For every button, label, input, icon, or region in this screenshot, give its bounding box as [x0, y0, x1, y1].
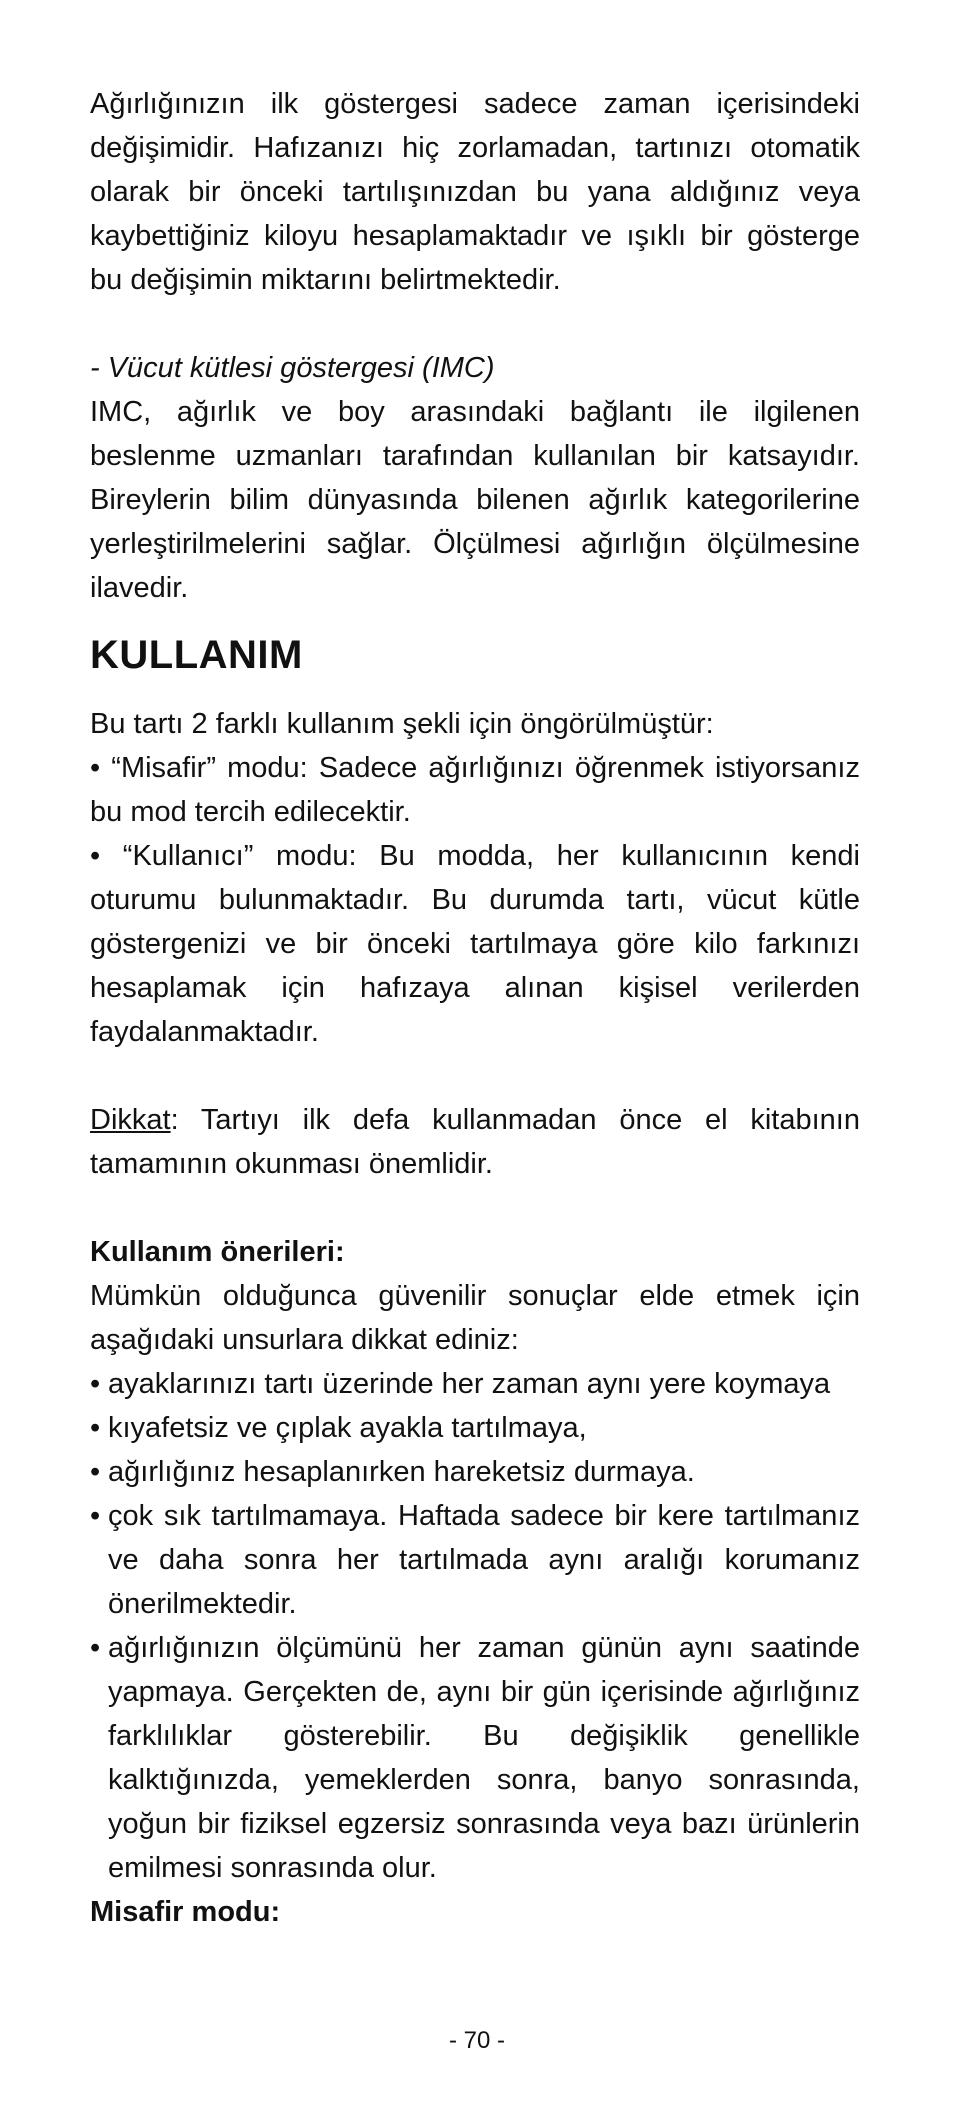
- recommendations-list: [90, 1362, 860, 1890]
- list-item: • çok sık tartılmamaya. Haftada sadece bir kere tartılmanız ve daha sonra her tartılmada aynı aralığı korumanız önerilmektedir.: [90, 1494, 860, 1626]
- guest-mode-description: • “Misafir” modu: Sadece ağırlığınızı öğrenmek istiyorsanız bu mod tercih edilecektir.: [90, 752, 860, 828]
- warning-label: Dikkat: [90, 1104, 171, 1136]
- usage-intro: Bu tartı 2 farklı kullanım şekli için öngörülmüştür:: [90, 708, 714, 740]
- imc-section-title: - Vücut kütlesi göstergesi (IMC): [90, 352, 495, 384]
- user-mode-description: • “Kullanıcı” modu: Bu modda, her kullanıcının kendi oturumu bulunmaktadır. Bu durumda tartı, vücut kütle göstergenizi ve bir önceki tartılmaya göre kilo farkınızı hesaplamak için hafızaya alınan kişisel verilerden faydalanmaktadır.: [90, 840, 860, 1048]
- recommendations-heading: Kullanım önerileri:: [90, 1236, 345, 1268]
- warning-note: [90, 1098, 860, 1186]
- guest-mode-heading: Misafir modu:: [90, 1896, 281, 1928]
- list-item: • kıyafetsiz ve çıplak ayakla tartılmaya,: [90, 1406, 860, 1450]
- imc-paragraph: IMC, ağırlık ve boy arasındaki bağlantı ile ilgilenen beslenme uzmanları tarafından kullanılan bir katsayıdır. Bireylerin bilim dünyasında bilenen ağırlık kategorilerine yerleştirilmelerini sağlar. Ölçülmesi ağırlığın ölçülmesine ilavedir.: [90, 396, 860, 604]
- document-page: [90, 82, 860, 1934]
- intro-paragraph: Ağırlığınızın ilk göstergesi sadece zaman içerisindeki değişimidir. Hafızanızı hiç zorlamadan, tartınızı otomatik olarak bir önceki tartılışınızdan bu yana aldığınız veya kaybettiğiniz kiloyu hesaplamaktadır ve ışıklı bir gösterge bu değişimin miktarını belirtmektedir.: [90, 88, 860, 296]
- warning-text: : Tartıyı ilk defa kullanmadan önce el kitabının tamamının okunması önemlidir.: [90, 1104, 860, 1180]
- page-number: - 70 -: [448, 2027, 505, 2054]
- recommendations-intro: Mümkün olduğunca güvenilir sonuçlar elde etmek için aşağıdaki unsurlara dikkat ediniz:: [90, 1280, 860, 1356]
- usage-heading: KULLANIM: [90, 633, 303, 677]
- list-item: • ayaklarınızı tartı üzerinde her zaman aynı yere koymaya: [90, 1362, 860, 1406]
- list-item: • ağırlığınız hesaplanırken hareketsiz durmaya.: [90, 1450, 860, 1494]
- list-item: • ağırlığınızın ölçümünü her zaman günün aynı saatinde yapmaya. Gerçekten de, aynı bir gün içerisinde ağırlığınız farklılıklar gösterebilir. Bu değişiklik genellikle kalktığınızda, yemeklerden sonra, banyo sonrasında, yoğun bir fiziksel egzersiz sonrasında veya bazı ürünlerin emilmesi sonrasında olur.: [90, 1626, 860, 1890]
